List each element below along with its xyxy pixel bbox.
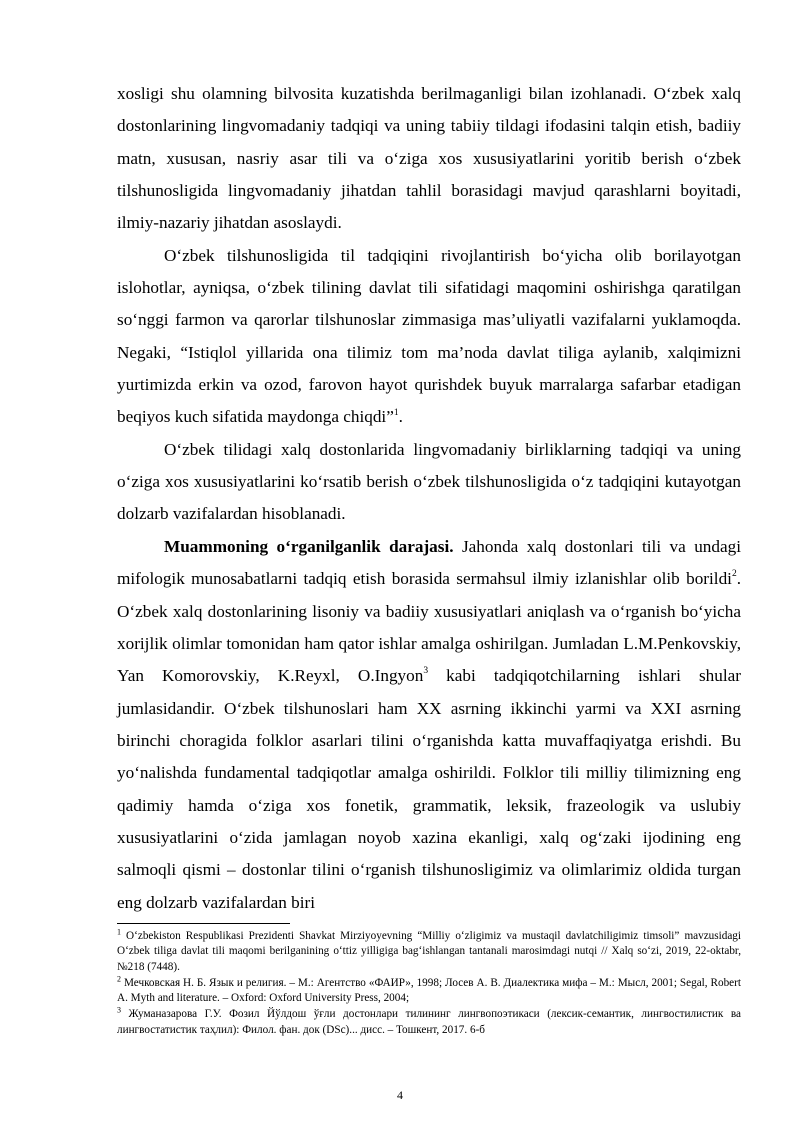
footnote-3 — [117, 1007, 741, 1038]
footnote-ref-2[interactable]: 2 — [731, 569, 737, 580]
footnotes — [117, 929, 741, 1039]
footnote-number: 3 — [117, 1005, 121, 1015]
paragraph-2 — [117, 240, 741, 434]
paragraph-4-text-a: Jahonda xalq dostonlari tili va undagi mifologik munosabatlarni tadqiq etish borasida sermahsul ilmiy izlanishlar olib borildi — [117, 536, 741, 589]
footnote-number: 1 — [117, 927, 121, 937]
footnote-ref-3[interactable]: 3 — [423, 666, 429, 677]
main-text — [117, 78, 741, 919]
footnote-1 — [117, 929, 741, 975]
footnote-text: Жуманазарова Г.У. Фозил Йўлдош ўғли достонлари тилининг лингвопоэтикаси (лексик-семантик, лингвостилистик ва лингвостатистик таҳлил): Филол. фан. док (DSc)... дисс. – Тошкент, 2017. 6-б — [117, 1008, 741, 1036]
footnote-ref-1[interactable]: 1 — [393, 407, 399, 418]
section-heading: Muammoning o‘rganilganlik darajasi. — [164, 536, 454, 556]
paragraph-2-text: O‘zbek tilshunosligida til tadqiqini rivojlantirish bo‘yicha olib borilayotgan islohotlar, ayniqsa, o‘zbek tilining davlat tili sifatidagi maqomini oshirishga qaratilgan so‘nggi farmon va qarorlar tilshunoslar zimmasiga mas’uliyatli vazifalarni yuklamoqda. Negaki, “Istiqlol yillarida ona tilimiz tom ma’noda davlat tiliga aylanib, xalqimizni yurtimizda erkin va ozod, farovon hayot qurishdek buyuk marralarga safarbar etadigan beqiyos kuch sifatida maydonga chiqdi” — [117, 245, 741, 427]
footnote-2 — [117, 976, 741, 1007]
paragraph-1: xosligi shu olamning bilvosita kuzatishda berilmaganligi bilan izohlanadi. O‘zbek xalq dostonlarining lingvomadaniy tadqiqi va uning tabiiy tildagi ifodasini talqin etish, badiiy matn, xususan, nasriy asar tili va o‘ziga xos xususiyatlarini yoritib berish o‘zbek tilshunosligida lingvomadaniy jihatdan tahlil borasidagi mavjud qarashlarni boyitadi, ilmiy-nazariy jihatdan asoslaydi. — [117, 84, 741, 233]
footnote-text: O‘zbekiston Respublikasi Prezidenti Shavkat Mirziyoyevning “Milliy o‘zligimiz va mustaqil davlatchiligimiz timsoli” mavzusidagi O‘zbek tiliga davlat tili maqomi berilganining o‘ttiz yilligiga bag‘ishlangan tantanali marosimdagi nutqi // Xalq so‘zi, 2019, 22-oktabr, №218 (7448). — [117, 930, 741, 973]
paragraph-2-end: . — [398, 407, 403, 427]
footnote-text: Мечковская Н. Б. Язык и религия. – М.: Агентство «ФАИР», 1998; Лосев А. В. Диалектика мифа – М.: Мысл, 2001; Segal, Robert A. Myth and literature. – Oxford: Oxford University Press, 2004; — [117, 976, 741, 1005]
paragraph-3: O‘zbek tilidagi xalq dostonlarida lingvomadaniy birliklarning tadqiqi va uning o‘ziga xos xususiyatlarini ko‘rsatib berish o‘zbek tilshunosligida o‘z tadqiqini kutayotgan dolzarb vazifalardan hisoblanadi. — [117, 439, 741, 524]
paragraph-4-text-c: kabi tadqiqotchilarning ishlari shular jumlasidandir. O‘zbek tilshunoslari ham XX asrning ikkinchi yarmi va XXI asrning birinchi choragida folklor asarlari tilini o‘rganishda katta muvaffaqiyatga erishdi. Bu yo‘nalishda fundamental tadqiqotlar amalga oshirildi. Folklor tili milliy tilimizning eng qadimiy hamda o‘ziga xos fonetik, grammatik, leksik, frazeologik va uslubiy xususiyatlarini o‘zida jamlagan noyob xazina ekanligi, xalq og‘zaki ijodining eng salmoqli qismi – dostonlar tilini o‘rganish tilshunosligimiz va olimlarimiz oldida turgan eng dolzarb vazifalardan biri — [117, 666, 741, 912]
page-number: 4 — [397, 1088, 403, 1102]
paragraph-4 — [117, 531, 741, 919]
footnote-number: 2 — [117, 974, 121, 984]
paragraph-4-text-b: . O‘zbek xalq dostonlarining lisoniy va badiiy xususiyatlari aniqlash va o‘rganish bo‘yicha xorijlik olimlar tomonidan ham qator ishlar amalga oshirilgan. Jumladan L.M.Penkovskiy, Yan Komorovskiy, K.Reyxl, O.Ingyon — [117, 569, 741, 686]
footnote-separator — [117, 923, 290, 924]
